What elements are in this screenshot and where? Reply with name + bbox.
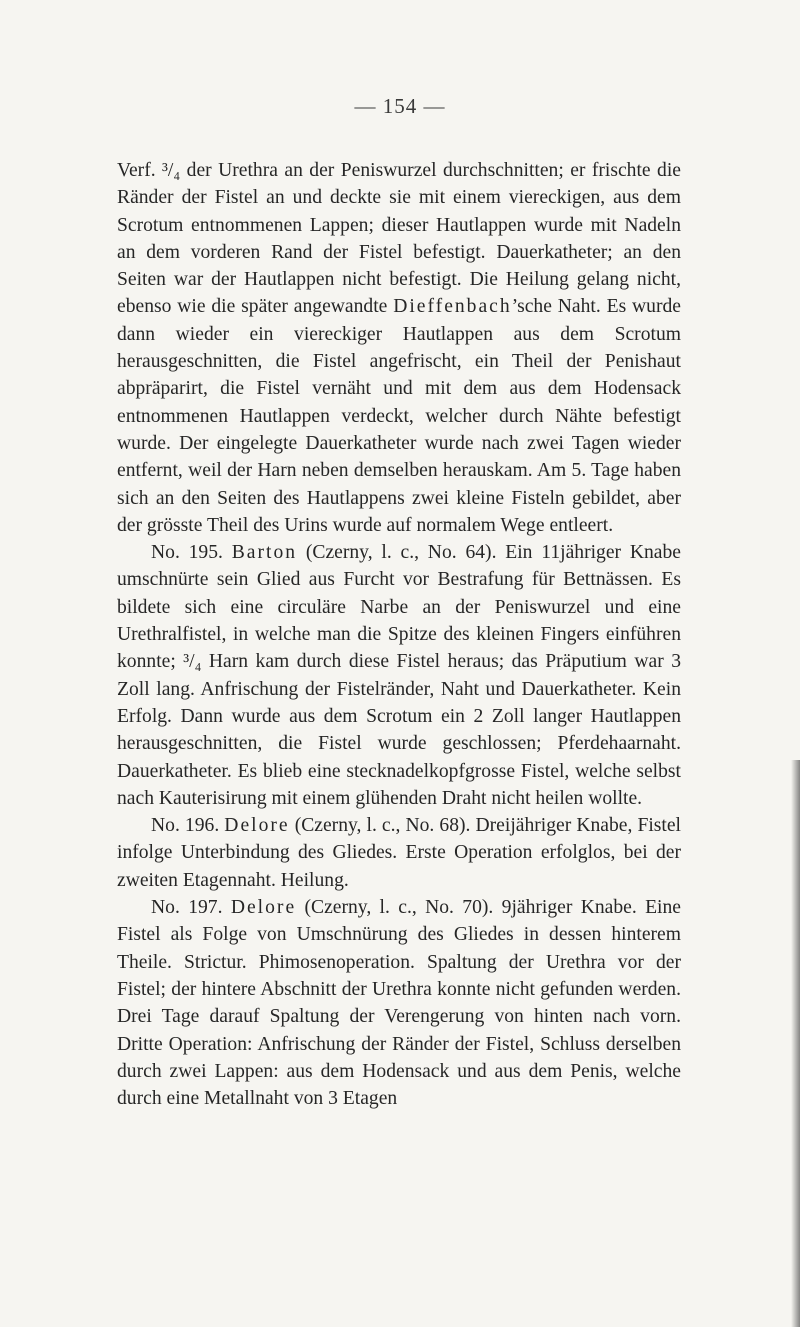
text-run: No. 195. bbox=[151, 542, 232, 564]
text-run: No. 196. bbox=[151, 815, 225, 837]
author-name: Delore bbox=[230, 897, 297, 919]
text-run: Verf. ³/₄ der Urethra an der Peniswurzel durchschnitten; er frischte die Ränder der Fistel an und deckte sie mit einem viereckigen, aus dem Scrotum entnommenen Lappen; dieser Hautlappen wurde mit Nadeln an dem vorderen Rand der Fistel befestigt. Dauerkatheter; an den Seiten war der Hautlappen nicht befestigt. Die Heilung gelang nicht, ebenso wie die später angewandte bbox=[117, 160, 681, 318]
paragraph bbox=[117, 539, 681, 812]
author-name: Delore bbox=[224, 815, 290, 837]
text-run: (Czerny, l. c., No. 68). Dreijähriger Knabe, Fistel infolge Unterbindung des Gliedes. Erste Operation erfolglos, bei der zweiten Etagennaht. Heilung. bbox=[117, 815, 681, 891]
text-run: (Czerny, l. c., No. 64). Ein 11jähriger Knabe umschnürte sein Glied aus Furcht vor Bestrafung für Bettnässen. Es bildete sich eine circuläre Narbe an der Peniswurzel und eine Urethralfistel, in welche man die Spitze des kleinen Fingers einführen konnte; ³/₄ Harn kam durch diese Fistel heraus; das Präputium war 3 Zoll lang. Anfrischung der Fistelränder, Naht und Dauerkatheter. Kein Erfolg. Dann wurde aus dem Scrotum ein 2 Zoll langer Hautlappen herausgeschnitten, die Fistel wurde geschlossen; Pferdehaarnaht. Dauerkatheter. Es blieb eine stecknadelkopfgrosse Fistel, welche selbst nach Kauterisirung mit einem glühenden Draht nicht heilen wollte. bbox=[117, 542, 681, 809]
text-run: ’sche Naht. Es wurde dann wieder ein viereckiger Hautlappen aus dem Scrotum herausgeschnitten, die Fistel angefrischt, ein Theil der Penishaut abpräparirt, die Fistel vernäht und mit dem aus dem Hodensack entnommenen Hautlappen verdeckt, welcher durch Nähte befestigt wurde. Der eingelegte Dauerkatheter wurde nach zwei Tagen wieder entfernt, weil der Harn neben demselben herauskam. Am 5. Tage haben sich an den Seiten des Hautlappens zwei kleine Fisteln gebildet, aber der grösste Theil des Urins wurde auf normalem Wege entleert. bbox=[117, 296, 682, 536]
page-number: — 154 — bbox=[354, 94, 446, 118]
paragraph bbox=[117, 812, 681, 894]
paragraph bbox=[117, 894, 681, 1112]
paragraph bbox=[117, 157, 681, 539]
page-edge-shadow bbox=[791, 760, 800, 1327]
text-run: (Czerny, l. c., No. 70). 9jähriger Knabe. Eine Fistel als Folge von Umschnürung des Gliedes in dessen hinterem Theile. Strictur. Phimosenoperation. Spaltung der Urethra vor der Fistel; der hintere Abschnitt der Urethra konnte nicht gefunden werden. Drei Tage darauf Spaltung der Verengerung von hinten nach vorn. Dritte Operation: Anfrischung der Ränder der Fistel, Schluss derselben durch zwei Lappen: aus dem Hodensack und aus dem Penis, welche durch eine Metallnaht von 3 Etagen bbox=[117, 897, 681, 1110]
author-name: Barton bbox=[231, 542, 298, 564]
text-run: No. 197. bbox=[151, 897, 231, 919]
body-text bbox=[117, 157, 681, 1112]
author-name: Dieffenbach bbox=[393, 296, 512, 318]
